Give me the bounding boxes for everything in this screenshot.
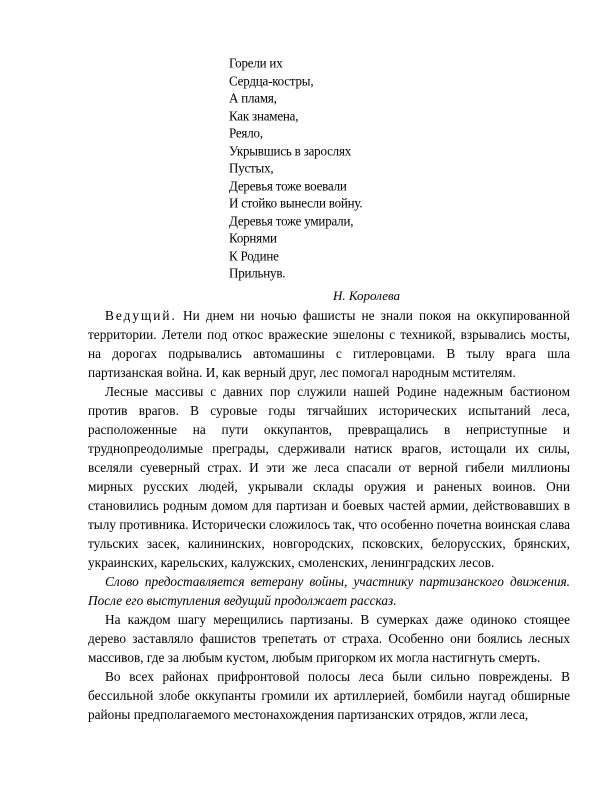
speaker-label: Ведущий. bbox=[105, 308, 177, 323]
poem-line: Пустых, bbox=[229, 159, 274, 176]
paragraph-host bbox=[88, 306, 570, 382]
stage-direction: Слово предоставляется ветерану войны, участнику партизанского движения. После его выступления ведущий продолжает рассказ. bbox=[88, 574, 570, 608]
paragraph-text: Ни днем ни ночью фашисты не знали покоя на оккупированной территории. Летели под откос вражеские эшелоны с техникой, взрывались мосты, на дорогах подрывались автомашины с гитлеровцами. В тылу врага шла партизанская война. И, как верный друг, лес помогал народным мстителям. bbox=[88, 308, 570, 380]
paragraph-frontline: Во всех районах прифронтовой полосы леса были сильно повреждены. В бессильной злобе оккупанты громили их артиллерией, бомбили наугад обширные районы предполагаемого местонахождения партизанских отрядов, жгли леса, bbox=[88, 669, 570, 722]
paragraph-partisans: На каждом шагу мерещились партизаны. В сумерках даже одиноко стоящее дерево заставляло фашистов трепетать от страха. Особенно они боялись лесных массивов, где за любым кустом, любым пригорком их могла настигнуть смерть. bbox=[88, 612, 570, 665]
poem-line: Горели их bbox=[229, 54, 283, 71]
poem-line: Сердца-костры, bbox=[229, 71, 314, 89]
poem-line: Как знамена, bbox=[229, 106, 299, 124]
poem bbox=[229, 54, 489, 282]
poem-line: Реяло, bbox=[229, 124, 263, 141]
poem-line: А пламя, bbox=[229, 89, 277, 106]
poem-line: К Родине bbox=[229, 246, 279, 264]
poem-author: Н. Королева bbox=[333, 288, 401, 303]
poem-line: Укрывшись в зарослях bbox=[229, 141, 352, 159]
prose-body bbox=[88, 306, 570, 724]
poem-line: Корнями bbox=[229, 229, 277, 246]
poem-line: Прильнув. bbox=[229, 264, 286, 281]
poem-line: И стойко вынесли войну. bbox=[229, 194, 363, 211]
poem-line: Деревья тоже умирали, bbox=[229, 211, 354, 229]
poem-line: Деревья тоже воевали bbox=[229, 176, 347, 194]
paragraph-forests: Лесные массивы с давних пор служили нашей Родине надежным бастионом против врагов. В суровые годы тягчайших исторических испытаний леса, расположенные на пути оккупантов, превращались в неприступные и труднопреодолимые преграды, сдерживали натиск врагов, истощали их силы, вселяли суеверный страх. И эти же леса спасали от верной гибели миллионы мирных русских людей, укрывали склады оружия и раненых воинов. Они становились родным домом для партизан и боевых частей армии, действовавших в тылу противника. Исторически сложилось так, что особенно почетна воинская слава тульских засек, калининских, новгородских, псковских, белорусских, брянских, украинских, карельских, калужских, смоленских, ленинградских лесов. bbox=[88, 384, 570, 570]
